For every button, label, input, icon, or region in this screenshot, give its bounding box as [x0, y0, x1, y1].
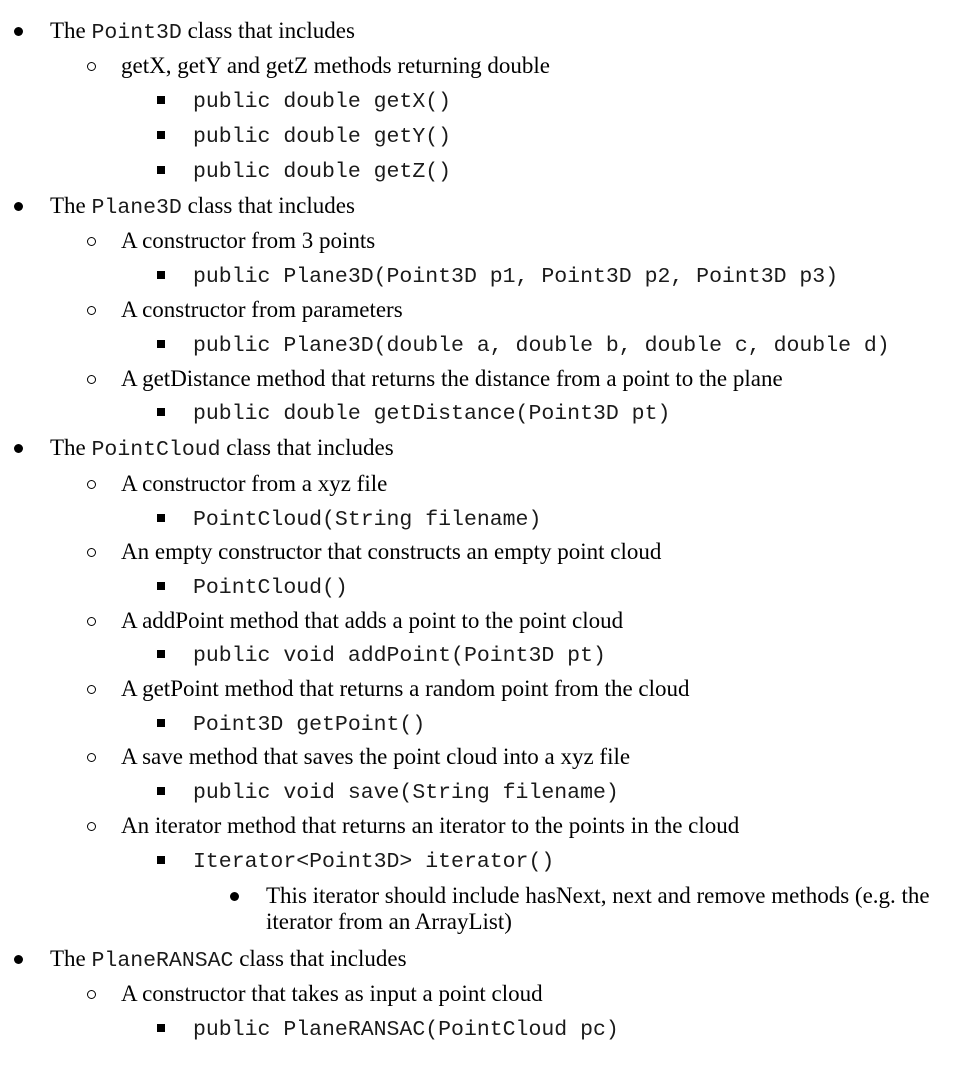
circle-bullet-icon [87, 617, 96, 626]
list-item-text [193, 778, 619, 806]
list-item-text [193, 399, 670, 427]
list-item-text [50, 435, 394, 463]
circle-bullet-icon [87, 822, 96, 831]
list-item-text [121, 744, 630, 770]
circle-bullet-icon [87, 306, 96, 315]
circle-bullet-icon [87, 548, 96, 557]
list-item-text [121, 981, 543, 1007]
code-text: PointCloud [91, 438, 221, 462]
list-item-text [121, 228, 375, 254]
prose-text: A constructor from 3 points [121, 228, 376, 253]
prose-text: A constructor that takes as input a point cloud [121, 981, 543, 1006]
list-item-text [193, 331, 890, 359]
list-item-text [193, 87, 451, 115]
square-bullet-icon [157, 340, 165, 348]
circle-bullet-icon [87, 62, 96, 71]
square-bullet-icon [157, 514, 165, 522]
disc-bullet-icon [14, 27, 23, 36]
code-text: public double getY() [193, 125, 452, 149]
square-bullet-icon [157, 408, 165, 416]
prose-text: A getDistance method that returns the distance from a point to the plane [121, 366, 783, 391]
code-text: public Plane3D(Point3D p1, Point3D p2, Point3D p3) [193, 265, 839, 289]
code-text: Iterator<Point3D> iterator() [193, 850, 555, 874]
list-item-text [193, 1015, 619, 1043]
code-text: public double getDistance(Point3D pt) [193, 402, 671, 426]
disc-bullet-icon [230, 892, 239, 901]
square-bullet-icon [157, 166, 165, 174]
list-item-text [193, 262, 838, 290]
square-bullet-icon [157, 787, 165, 795]
disc-bullet-icon [14, 955, 23, 964]
circle-bullet-icon [87, 375, 96, 384]
list-item-text [121, 608, 623, 634]
square-bullet-icon [157, 1024, 165, 1032]
square-bullet-icon [157, 719, 165, 727]
prose-text: A addPoint method that adds a point to the point cloud [121, 608, 624, 633]
prose-text: A constructor from parameters [121, 297, 403, 322]
list-item-text [50, 18, 355, 46]
code-text: PointCloud() [193, 576, 348, 600]
prose-text: class that includes [233, 946, 407, 971]
circle-bullet-icon [87, 237, 96, 246]
square-bullet-icon [157, 582, 165, 590]
prose-text: This iterator should include hasNext, next and remove methods (e.g. the iterator from an ArrayList) [266, 883, 930, 934]
list-item-text [121, 297, 403, 323]
square-bullet-icon [157, 650, 165, 658]
prose-text: An empty constructor that constructs an empty point cloud [121, 539, 662, 564]
disc-bullet-icon [14, 202, 23, 211]
list-item-text [193, 710, 425, 738]
square-bullet-icon [157, 131, 165, 139]
code-text: public PlaneRANSAC(PointCloud pc) [193, 1018, 619, 1042]
list-item-text [50, 193, 355, 221]
circle-bullet-icon [87, 990, 96, 999]
list-item-text [266, 883, 972, 935]
prose-text: The [50, 193, 92, 218]
code-text: Point3D [91, 21, 182, 45]
code-text: public Plane3D(double a, double b, double c, double d) [193, 334, 890, 358]
square-bullet-icon [157, 96, 165, 104]
prose-text: getX, getY and getZ methods returning double [121, 53, 551, 78]
circle-bullet-icon [87, 685, 96, 694]
prose-text: The [50, 18, 92, 43]
list-item-text [121, 539, 661, 565]
list-item-text [193, 157, 451, 185]
list-item-text [193, 122, 451, 150]
list-item-text [193, 847, 554, 875]
code-text: public void save(String filename) [193, 781, 619, 805]
code-text: public double getX() [193, 90, 452, 114]
list-item-text [193, 505, 541, 533]
prose-text: A constructor from a xyz file [121, 471, 388, 496]
circle-bullet-icon [87, 480, 96, 489]
list-item-text [121, 676, 690, 702]
square-bullet-icon [157, 856, 165, 864]
code-text: Point3D getPoint() [193, 713, 426, 737]
code-text: public void addPoint(Point3D pt) [193, 644, 606, 668]
code-text: public double getZ() [193, 160, 452, 184]
code-text: PointCloud(String filename) [193, 508, 542, 532]
square-bullet-icon [157, 271, 165, 279]
code-text: Plane3D [91, 196, 182, 220]
disc-bullet-icon [14, 444, 23, 453]
prose-text: class that includes [220, 435, 394, 460]
prose-text: A save method that saves the point cloud into a xyz file [121, 744, 631, 769]
code-text: PlaneRANSAC [91, 949, 234, 973]
prose-text: class that includes [181, 193, 355, 218]
prose-text: The [50, 435, 92, 460]
list-item-text [193, 573, 348, 601]
list-item-text [121, 471, 387, 497]
prose-text: An iterator method that returns an iterator to the points in the cloud [121, 813, 740, 838]
prose-text: The [50, 946, 92, 971]
list-item-text [121, 813, 739, 839]
prose-text: class that includes [181, 18, 355, 43]
list-item-text [121, 53, 550, 79]
prose-text: A getPoint method that returns a random point from the cloud [121, 676, 690, 701]
list-item-text [121, 366, 783, 392]
list-item-text [50, 946, 407, 974]
list-item-text [193, 641, 606, 669]
circle-bullet-icon [87, 753, 96, 762]
